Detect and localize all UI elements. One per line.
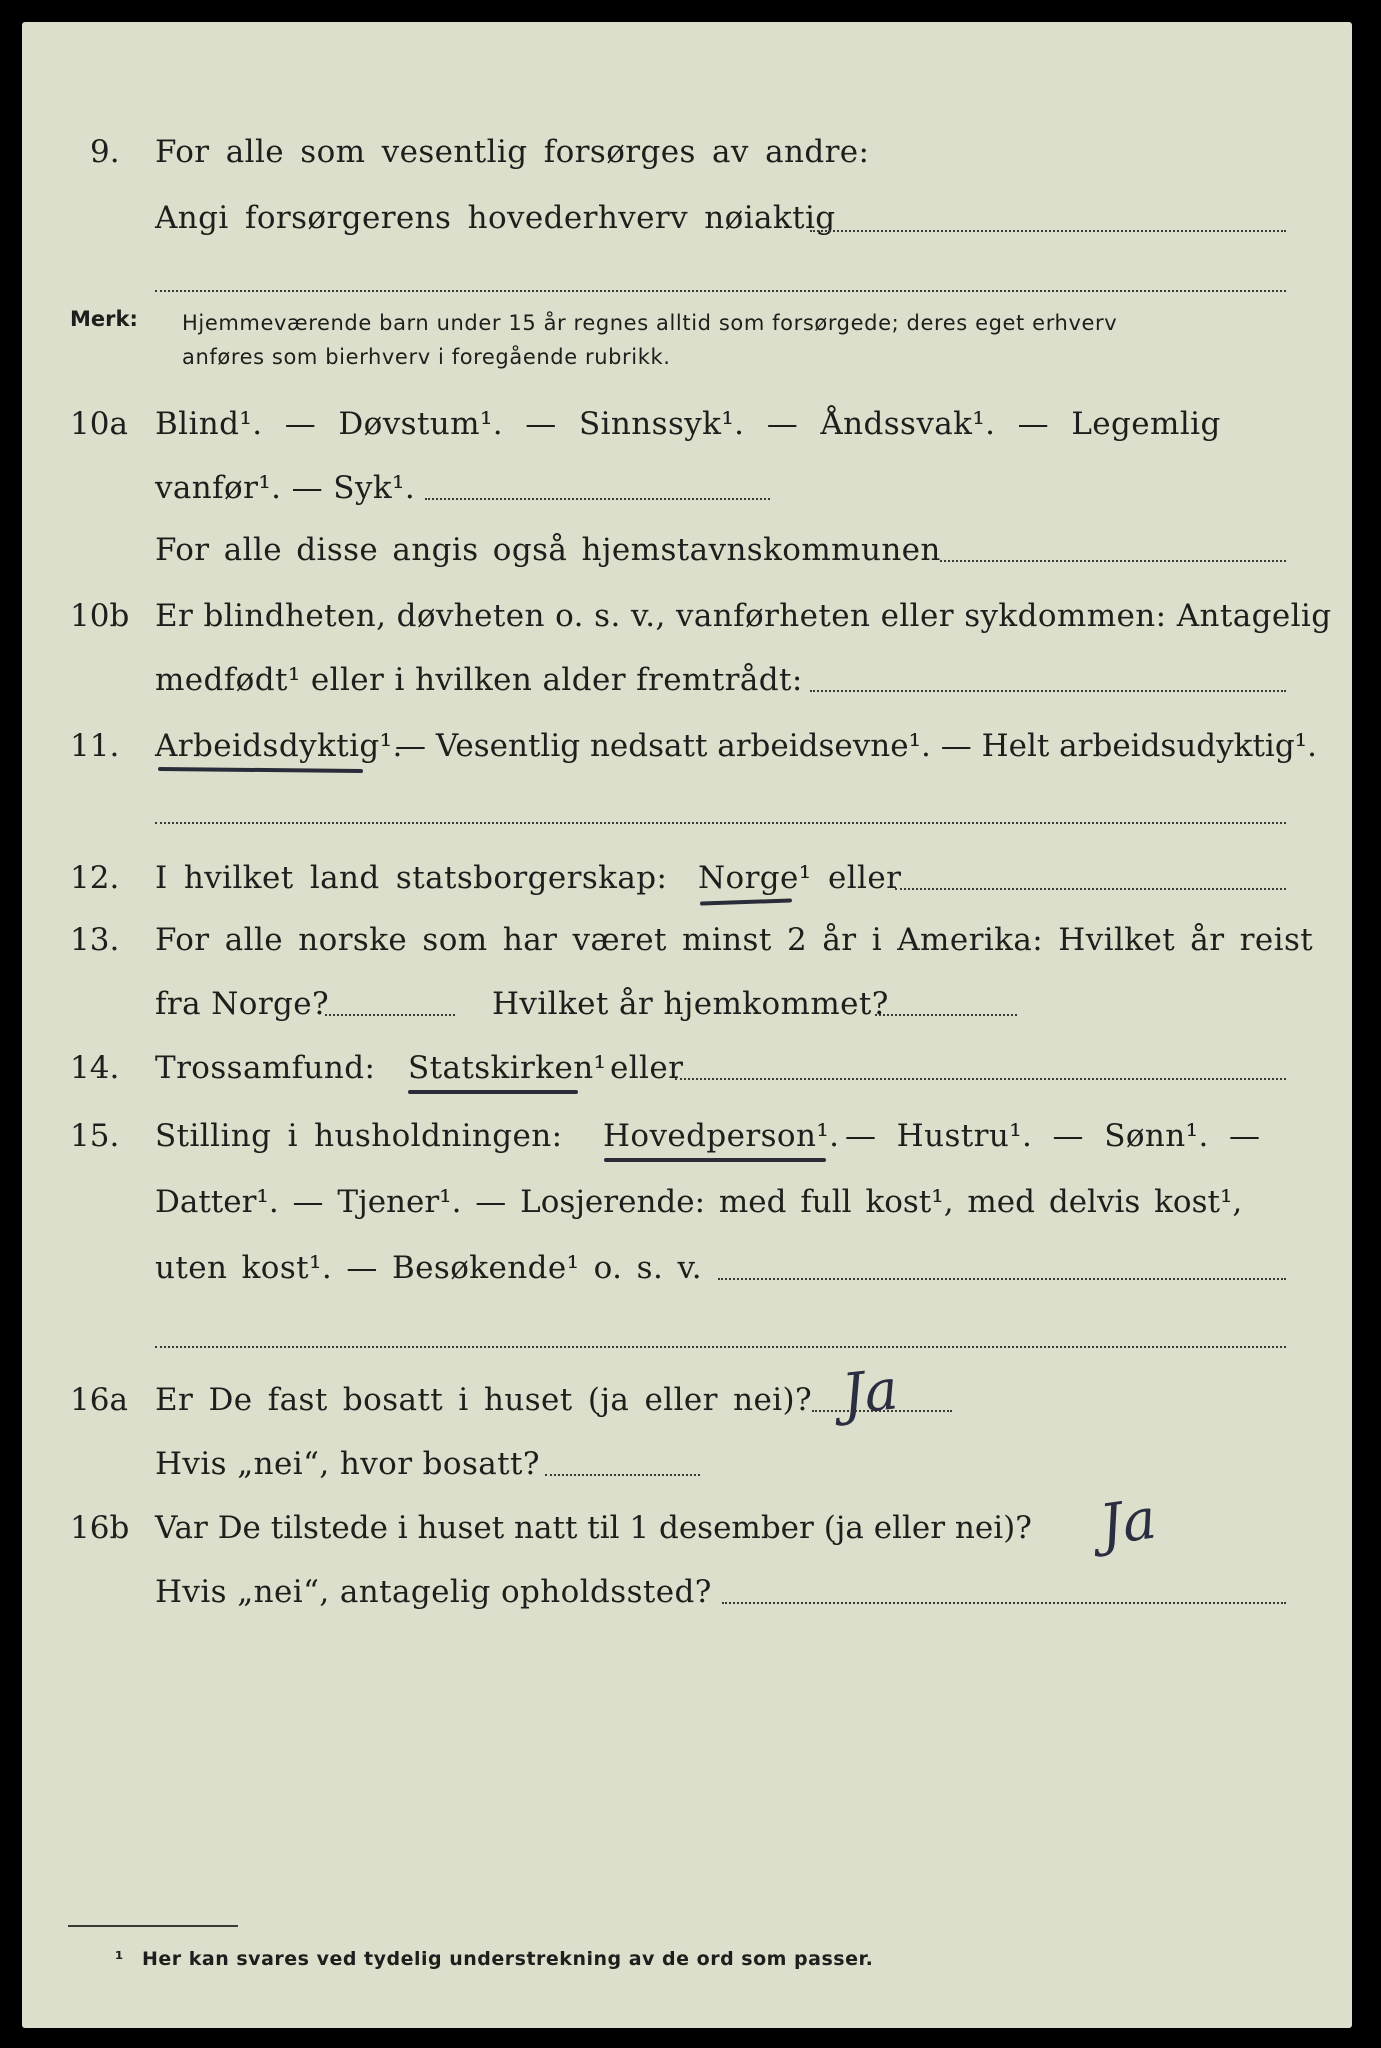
q9-answer-line2[interactable] [155, 290, 1286, 292]
q15-number: 15. [70, 1118, 120, 1154]
q13-number: 13. [70, 922, 120, 958]
q16b-line1: Var De tilstede i huset natt til 1 desember (ja eller nei)? [155, 1510, 1032, 1546]
q12-number: 12. [70, 860, 120, 896]
q13-part1: fra Norge? [155, 986, 330, 1022]
merk-line2: anføres som bierhverv i foregående rubrikk. [182, 345, 671, 369]
q16a-line2: Hvis „nei“, hvor bosatt? [155, 1446, 540, 1482]
footnote-mark: ¹ [115, 1948, 124, 1970]
q15-rest1: — Hustru¹. — Sønn¹. — [845, 1118, 1261, 1154]
q13-part2: Hvilket år hjemkommet? [492, 986, 889, 1022]
q16a-bosatt-line[interactable] [545, 1474, 700, 1476]
q9-line1: For alle som vesentlig forsørges av andre: [155, 134, 870, 170]
q14-option-statskirken[interactable]: Statskirken¹ [408, 1050, 607, 1086]
q10a-line1: Blind¹. — Døvstum¹. — Sinnssyk¹. — Åndssvak¹. — Legemlig [155, 406, 1221, 442]
q10a-answer-line[interactable] [425, 498, 770, 500]
q15-answer-line[interactable] [718, 1278, 1286, 1280]
q12-pre: I hvilket land statsborgerskap: [155, 860, 668, 896]
q16a-line1: Er De fast bosatt i huset (ja eller nei)? [155, 1382, 813, 1418]
q10a-line3: For alle disse angis også hjemstavnskommunen [155, 532, 941, 568]
footnote-text: Her kan svares ved tydelig understrekning av de ord som passer. [142, 1948, 874, 1970]
q16b-number: 16b [70, 1510, 130, 1546]
q9-line2: Angi forsørgerens hovederhverv nøiaktig [155, 200, 836, 236]
q16a-number: 16a [70, 1382, 128, 1418]
q9-number: 9. [90, 134, 120, 170]
q13-hjemkommet-line[interactable] [875, 1014, 1017, 1016]
q12-answer-line[interactable] [895, 888, 1286, 890]
q14-underline-mark [408, 1090, 578, 1094]
q16b-line2: Hvis „nei“, antagelig opholdssted? [155, 1574, 712, 1610]
merk-line1: Hjemmeværende barn under 15 år regnes alltid som forsørgede; deres eget erhverv [182, 311, 1118, 335]
q14-number: 14. [70, 1050, 120, 1086]
q14-pre: Trossamfund: [155, 1050, 376, 1086]
q10a-kommune-line[interactable] [940, 560, 1286, 562]
q10b-number: 10b [70, 598, 130, 634]
q16a-handwritten-answer: Ja [838, 1357, 902, 1428]
q15-line3: uten kost¹. — Besøkende¹ o. s. v. [155, 1250, 702, 1286]
q15-answer-line2[interactable] [155, 1346, 1286, 1348]
q10a-number: 10a [70, 406, 128, 442]
q15-option-hovedperson[interactable]: Hovedperson¹. [603, 1118, 840, 1154]
q11-rest: — Vesentlig nedsatt arbeidsevne¹. — Helt arbeidsudyktig¹. [395, 728, 1317, 764]
q16b-opholdssted-line[interactable] [722, 1602, 1286, 1604]
q14-post: eller [610, 1050, 684, 1086]
q12-post: eller [828, 860, 902, 896]
q14-answer-line[interactable] [675, 1078, 1286, 1080]
q15-pre: Stilling i husholdningen: [155, 1118, 563, 1154]
q13-line1: For alle norske som har været minst 2 år i Amerika: Hvilket år reist [155, 922, 1314, 958]
footnote-rule [68, 1925, 238, 1927]
q12-option-norge[interactable]: Norge¹ [698, 860, 812, 896]
q10a-line2: vanfør¹. — Syk¹. [155, 470, 416, 506]
q15-underline-mark [604, 1158, 826, 1162]
merk-label: Merk: [70, 307, 138, 331]
q16b-handwritten-answer: Ja [1095, 1486, 1161, 1559]
q11-option-arbeidsdyktig[interactable]: Arbeidsdyktig¹. [155, 728, 403, 764]
q9-answer-line[interactable] [810, 230, 1286, 232]
q10b-line2: medfødt¹ eller i hvilken alder fremtrådt: [155, 662, 803, 698]
q15-line2: Datter¹. — Tjener¹. — Losjerende: med full kost¹, med delvis kost¹, [155, 1184, 1243, 1220]
q10b-line1: Er blindheten, døvheten o. s. v., vanførheten eller sykdommen: Antagelig [155, 598, 1332, 634]
q10b-answer-line[interactable] [810, 690, 1286, 692]
q11-number: 11. [70, 728, 120, 764]
q11-answer-line[interactable] [155, 822, 1286, 824]
q13-reist-line[interactable] [325, 1014, 455, 1016]
